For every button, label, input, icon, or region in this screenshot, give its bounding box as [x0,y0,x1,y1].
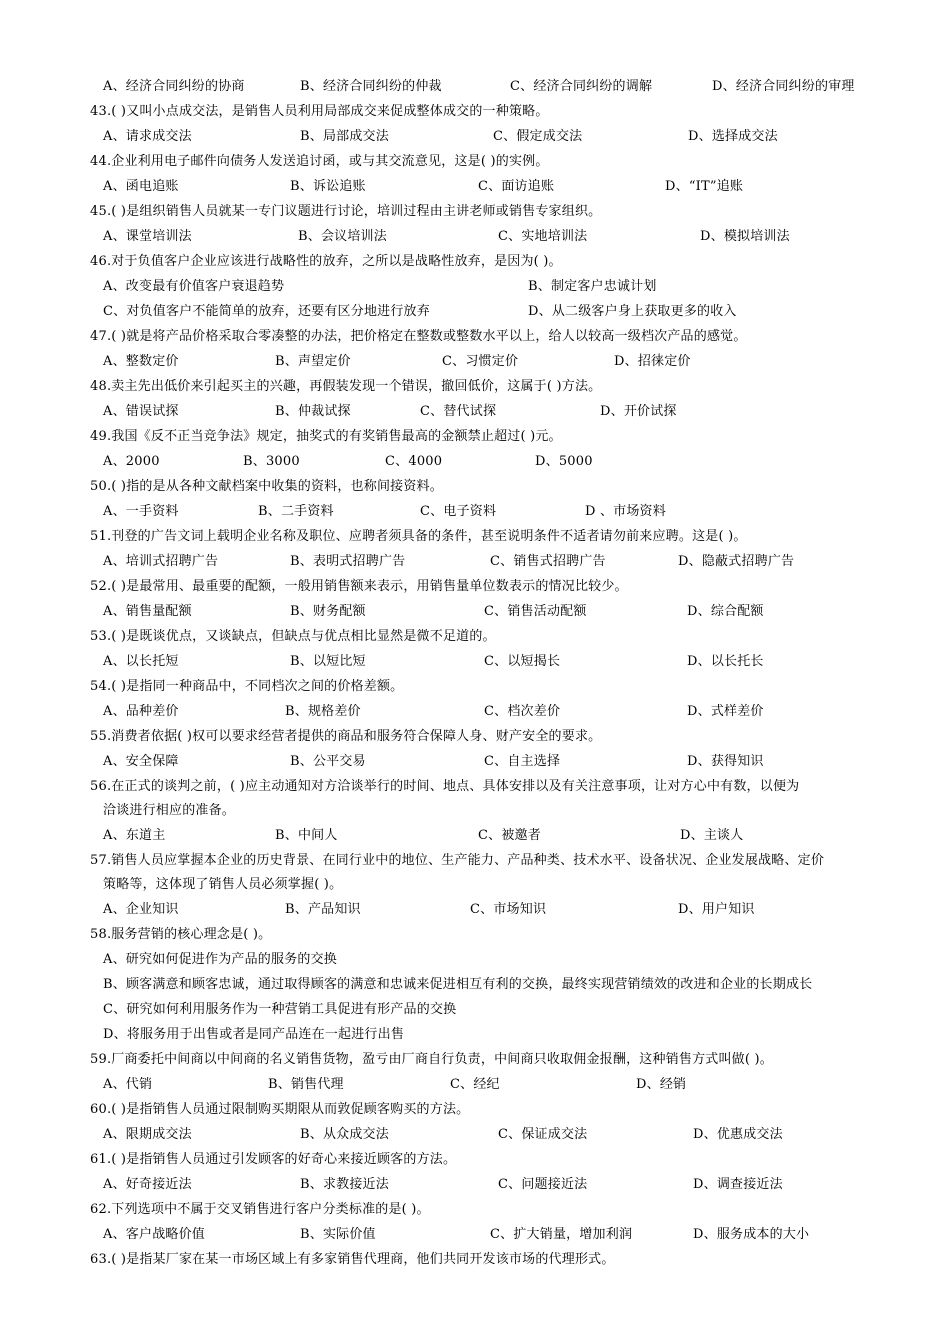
option-b: B、销售代理 [268,1077,344,1092]
option-a: A、错误试探 [103,404,179,419]
option-c: C、保证成交法 [498,1127,588,1142]
option-a: A、一手资料 [103,504,179,519]
question-47: 47.( )就是将产品价格采取合零凑整的办法，把价格定在整数或整数水平以上，给人以较高一级档次产品的感觉。 [90,329,747,344]
question-56: 56.在正式的谈判之前，( )应主动通知对方洽谈举行的时间、地点、具体安排以及有关注意事项，让对方心中有数，以便为 [90,779,800,794]
option-c: C、扩大销量，增加利润 [490,1227,633,1242]
question-56-continued: 洽谈进行相应的准备。 [103,803,236,818]
option-c: C、假定成交法 [493,129,583,144]
option-c: C、被邀者 [478,828,541,843]
option-c: C、经纪 [450,1077,500,1092]
option-a: A、以长托短 [103,654,179,669]
option-d: D、综合配额 [687,604,764,619]
question-46: 46.对于负值客户企业应该进行战略性的放弃，之所以是战略性放弃，是因为( )。 [90,254,562,269]
question-52: 52.( )是最常用、最重要的配额，一般用销售额来表示，用销售量单位数表示的情况比较少。 [90,579,628,594]
option-a: A、好奇接近法 [103,1177,192,1192]
option-b: B、公平交易 [290,754,366,769]
option-d: D、以长托长 [687,654,764,669]
option-c: C、电子资料 [420,504,497,519]
question-44: 44.企业利用电子邮件向债务人发送追讨函，或与其交流意见，这是( )的实例。 [90,154,549,169]
question-51: 51.刊登的广告文词上载明企业名称及职位、应聘者须具备的条件，甚至说明条件不适者请勿前来应聘。这是( )。 [90,529,747,544]
option-c: C、实地培训法 [498,229,588,244]
option-d: D、获得知识 [687,754,764,769]
question-59: 59.厂商委托中间商以中间商的名义销售货物，盈亏由厂商自行负责，中间商只收取佣金报酬，这种销售方式叫做( )。 [90,1052,773,1067]
option-b: B、以短比短 [290,654,366,669]
option-b: B、实际价值 [300,1227,376,1242]
option-c: C、对负值客户不能简单的放弃，还要有区分地进行放弃 [103,304,430,319]
option-a: A、整数定价 [103,354,179,369]
option-d: D、隐蔽式招聘广告 [678,554,795,569]
option-a: A、请求成交法 [103,129,192,144]
option-c: C、档次差价 [484,704,561,719]
option-d: D、模拟培训法 [700,229,790,244]
option-a: A、品种差价 [103,704,179,719]
option-a: A、企业知识 [103,902,179,917]
option-c: C、问题接近法 [498,1177,588,1192]
option-d: D、选择成交法 [688,129,778,144]
option-d: D、从二级客户身上获取更多的收入 [528,304,737,319]
question-54: 54.( )是指同一种商品中，不同档次之间的价格差额。 [90,679,404,694]
option-c: C、4000 [385,454,443,469]
option-d: D、主谈人 [680,828,744,843]
option-a: A、安全保障 [103,754,179,769]
option-b: B、仲裁试探 [275,404,351,419]
question-48: 48.卖主先出低价来引起买主的兴趣，再假装发现一个错误，撤回低价，这属于( )方法。 [90,379,602,394]
question-53: 53.( )是既谈优点，又谈缺点，但缺点与优点相比显然是微不足道的。 [90,629,496,644]
option-c: C、以短揭长 [484,654,561,669]
option-a: A、代销 [103,1077,153,1092]
option-c: C、销售活动配额 [484,604,587,619]
option-a: A、函电追账 [103,179,179,194]
question-62: 62.下列选项中不属于交叉销售进行客户分类标准的是( )。 [90,1202,430,1217]
option-b: B、3000 [243,454,300,469]
option-c: C、经济合同纠纷的调解 [510,79,653,94]
question-57: 57.销售人员应掌握本企业的历史背景、在同行业中的地位、生产能力、产品种类、技术水平、设备状况、企业发展战略、定价 [90,853,825,868]
question-58: 58.服务营销的核心理念是( )。 [90,927,272,942]
option-c: C、习惯定价 [442,354,519,369]
option-d: D、经济合同纠纷的审理 [712,79,855,94]
option-b: B、中间人 [275,828,338,843]
option-b: B、表明式招聘广告 [290,554,406,569]
option-d: D、将服务用于出售或者是同产品连在一起进行出售 [103,1027,405,1042]
option-b: B、声望定价 [275,354,351,369]
option-c: C、销售式招聘广告 [490,554,606,569]
question-45: 45.( )是组织销售人员就某一专门议题进行讨论，培训过程由主讲老师或销售专家组织。 [90,204,602,219]
option-a: A、课堂培训法 [103,229,192,244]
option-b: B、顾客满意和顾客忠诚，通过取得顾客的满意和忠诚来促进相互有利的交换，最终实现营销绩效的改进和企业的长期成长 [103,977,813,992]
option-a: A、培训式招聘广告 [103,554,219,569]
option-a: A、客户战略价值 [103,1227,205,1242]
option-d: D、“IT”追账 [665,179,744,194]
option-a: A、改变最有价值客户衰退趋势 [103,279,285,294]
option-b: B、求教接近法 [300,1177,389,1192]
question-57-continued: 策略等，这体现了销售人员必须掌握( )。 [103,877,343,892]
option-c: C、研究如何利用服务作为一种营销工具促进有形产品的交换 [103,1002,457,1017]
option-b: B、会议培训法 [298,229,387,244]
option-c: C、面访追账 [478,179,555,194]
option-b: B、产品知识 [285,902,361,917]
option-c: C、替代试探 [420,404,497,419]
option-a: A、限期成交法 [103,1127,192,1142]
option-b: B、诉讼追账 [290,179,366,194]
option-a: A、经济合同纠纷的协商 [103,79,245,94]
option-b: B、二手资料 [258,504,334,519]
question-60: 60.( )是指销售人员通过限制购买期限从而敦促顾客购买的方法。 [90,1102,470,1117]
option-a: A、销售量配额 [103,604,192,619]
option-c: C、自主选择 [484,754,561,769]
option-d: D、调查接近法 [693,1177,783,1192]
option-d: D、服务成本的大小 [693,1227,810,1242]
question-50: 50.( )指的是从各种文献档案中收集的资料，也称间接资料。 [90,479,443,494]
option-d: D、经销 [636,1077,687,1092]
option-d: D、优惠成交法 [693,1127,783,1142]
option-a: A、东道主 [103,828,166,843]
option-b: B、财务配额 [290,604,366,619]
question-43: 43.( )又叫小点成交法，是销售人员利用局部成交来促成整体成交的一种策略。 [90,104,549,119]
option-d: D 、市场资料 [585,504,666,519]
option-a: A、2000 [103,454,160,469]
option-a: A、研究如何促进作为产品的服务的交换 [103,952,337,967]
option-b: B、规格差价 [285,704,361,719]
question-49: 49.我国《反不正当竞争法》规定，抽奖式的有奖销售最高的金额禁止超过( )元。 [90,429,562,444]
question-55: 55.消费者依据( )权可以要求经营者提供的商品和服务符合保障人身、财产安全的要求。 [90,729,602,744]
option-b: B、制定客户忠诚计划 [528,279,657,294]
option-d: D、招徕定价 [614,354,691,369]
option-b: B、局部成交法 [300,129,389,144]
option-d: D、5000 [535,454,593,469]
question-61: 61.( )是指销售人员通过引发顾客的好奇心来接近顾客的方法。 [90,1152,457,1167]
option-b: B、经济合同纠纷的仲裁 [300,79,442,94]
question-63: 63.( )是指某厂家在某一市场区域上有多家销售代理商，他们共同开发该市场的代理形式。 [90,1252,615,1267]
option-c: C、市场知识 [470,902,547,917]
option-d: D、式样差价 [687,704,764,719]
option-d: D、用户知识 [678,902,755,917]
option-b: B、从众成交法 [300,1127,389,1142]
option-d: D、开价试探 [600,404,677,419]
